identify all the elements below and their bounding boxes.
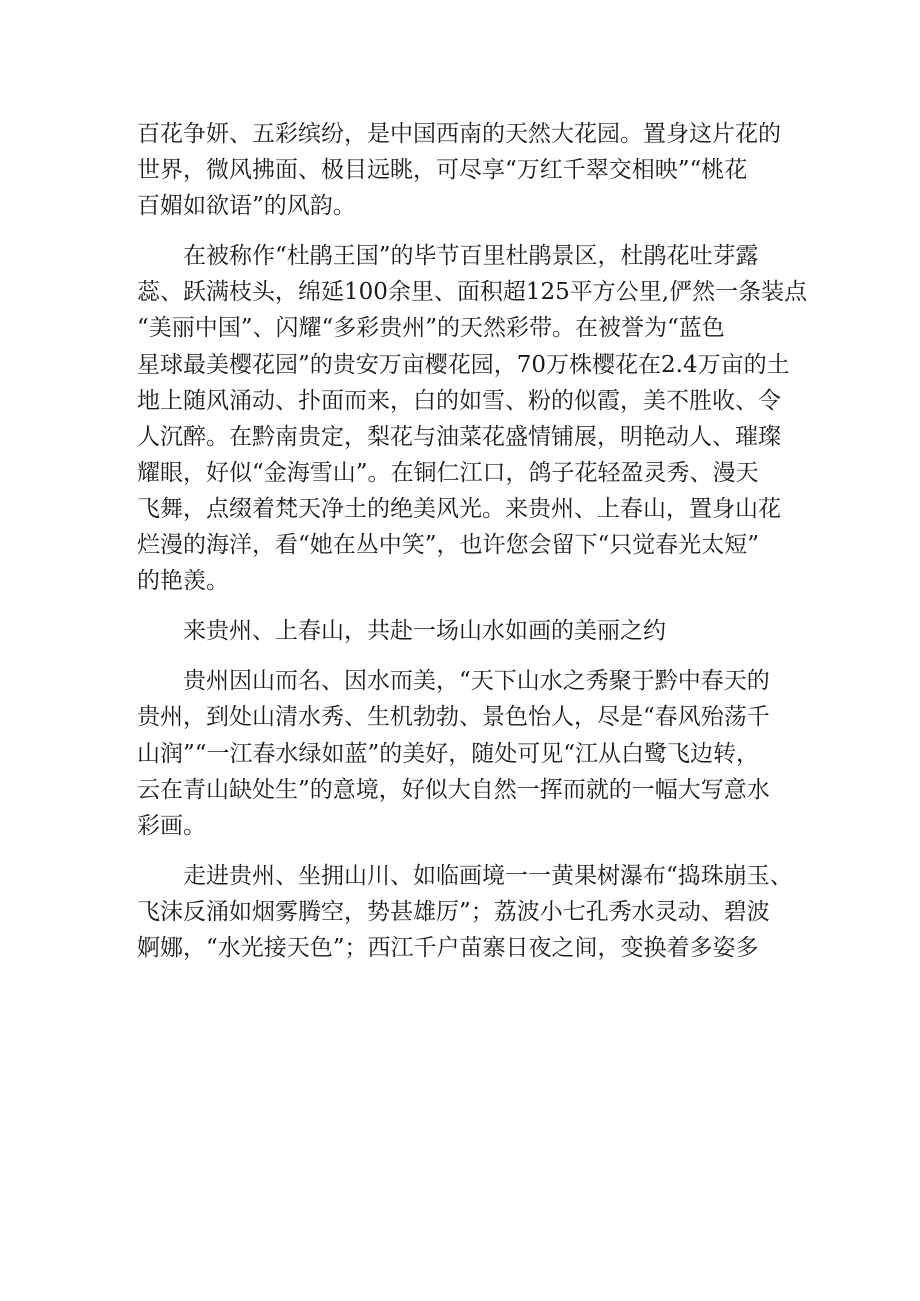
text-line: 云在青山缺处生”的意境，好似大自然一挥而就的一幅大写意水 — [137, 776, 770, 803]
text-line: 烂漫的海洋，看“她在丛中笑”，也许您会留下“只觉春光太短” — [137, 532, 760, 559]
text-line: 人沉醉。在黔南贵定，梨花与油菜花盛情铺展，明艳动人、璀璨 — [137, 423, 781, 450]
text-line: “美丽中国”、闪耀“多彩贵州”的天然彩带。在被誉为“蓝色 — [137, 315, 725, 342]
text-line: 贵州，到处山清水秀、生机勃勃、景色怡人，尽是“春风殆荡千 — [137, 704, 770, 731]
text-line: 世界，微风拂面、极目远眺，可尽享“万红千翠交相映”“桃花 — [137, 157, 748, 184]
paragraph-waterfall — [137, 858, 793, 966]
text-line: 飞舞，点缀着梵天净土的绝美风光。来贵州、上春山，置身山花 — [137, 495, 781, 522]
text-line: 在被称作“杜鹃王国”的毕节百里杜鹃景区，杜鹃花吐芽露 — [183, 243, 759, 270]
paragraph-azalea-cherry — [137, 238, 808, 599]
text-line: 地上随风涌动、扑面而来，白的如雪、粉的似霞，美不胜收、令 — [137, 387, 781, 414]
text-line: 的艳羡。 — [137, 568, 229, 595]
text-line: 星球最美樱花园”的贵安万亩樱花园，70万株樱花在2.4万亩的土 — [137, 351, 790, 378]
text-line: 蕊、跃满枝头，绵延100余里、面积超125平方公里,俨然一条装点 — [137, 279, 808, 306]
text-line: 百花争妍、五彩缤纷，是中国西南的天然大花园。置身这片花的 — [137, 121, 781, 147]
text-line: 走进贵州、坐拥山川、如临画境一一黄果树瀑布“捣珠崩玉、 — [183, 862, 793, 889]
text-line: 婀娜，“水光接天色”；西江千户苗寨日夜之间，变换着多姿多 — [137, 934, 759, 961]
text-line: 彩画。 — [137, 812, 206, 839]
text-line: 百媚如欲语”的风韵。 — [137, 193, 356, 220]
paragraph-flowers-continued — [137, 116, 789, 224]
text-line: 耀眼，好似“金海雪山”。在铜仁江口，鸽子花轻盈灵秀、漫天 — [137, 459, 759, 486]
text-line: 山润”“一江春水绿如蓝”的美好，随处可见“江从白鹭飞边转， — [137, 740, 760, 767]
text-line: 贵州因山而名、因水而美，“天下山水之秀聚于黔中春天的 — [183, 668, 770, 695]
text-line: 飞沫反涌如烟雾腾空，势甚雄厉”；荔波小七孔秀水灵动、碧波 — [137, 898, 770, 925]
paragraph-landscape — [137, 663, 789, 843]
text-line: 来贵州、上春山，共赴一场山水如画的美丽之约 — [183, 618, 666, 645]
document-body — [137, 116, 808, 980]
section-heading — [137, 613, 789, 649]
